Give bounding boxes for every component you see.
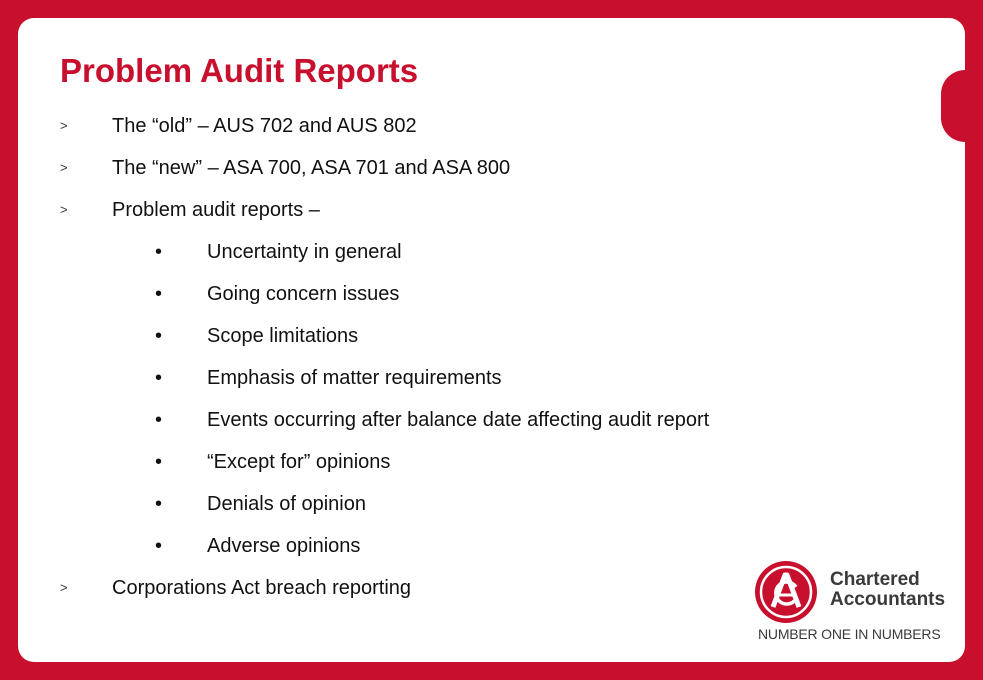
chartered-accountants-logo bbox=[754, 560, 954, 650]
dot-bullet-icon: • bbox=[155, 451, 163, 473]
bullet-text: The “new” – ASA 700, ASA 701 and ASA 800 bbox=[112, 157, 511, 179]
arrow-bullet-icon: > bbox=[60, 202, 68, 217]
dot-bullet-icon: • bbox=[155, 283, 163, 305]
dot-bullet-icon: • bbox=[155, 367, 163, 389]
sub-bullet-text: Scope limitations bbox=[207, 325, 359, 347]
sub-bullet-text: Uncertainty in general bbox=[207, 241, 402, 263]
sub-bullet-text: Emphasis of matter requirements bbox=[207, 367, 502, 389]
chartered-accountants-emblem-icon bbox=[754, 560, 818, 624]
sub-bullet-text: “Except for” opinions bbox=[207, 451, 391, 473]
sub-bullet-text: Events occurring after balance date affecting audit report bbox=[207, 409, 710, 431]
logo-tagline: NUMBER ONE IN NUMBERS bbox=[758, 626, 941, 642]
bullet-text: The “old” – AUS 702 and AUS 802 bbox=[112, 115, 417, 137]
sub-bullet-text: Going concern issues bbox=[207, 283, 400, 305]
bullet-text: Corporations Act breach reporting bbox=[112, 577, 412, 599]
logo-wordmark bbox=[830, 570, 945, 610]
arrow-bullet-icon: > bbox=[60, 160, 68, 175]
logo-name-line2: Accountants bbox=[830, 589, 946, 610]
sub-bullet-text: Adverse opinions bbox=[207, 535, 361, 557]
dot-bullet-icon: • bbox=[155, 493, 163, 515]
arrow-bullet-icon: > bbox=[60, 580, 68, 595]
dot-bullet-icon: • bbox=[155, 325, 163, 347]
arrow-bullet-icon: > bbox=[60, 118, 68, 133]
bullet-text: Problem audit reports – bbox=[112, 199, 320, 221]
side-tab bbox=[941, 70, 983, 142]
sub-bullet-text: Denials of opinion bbox=[207, 493, 366, 515]
slide-title: Problem Audit Reports bbox=[60, 52, 419, 89]
dot-bullet-icon: • bbox=[155, 241, 163, 263]
dot-bullet-icon: • bbox=[155, 535, 163, 557]
dot-bullet-icon: • bbox=[155, 409, 163, 431]
logo-name-line1: Chartered bbox=[830, 569, 920, 590]
